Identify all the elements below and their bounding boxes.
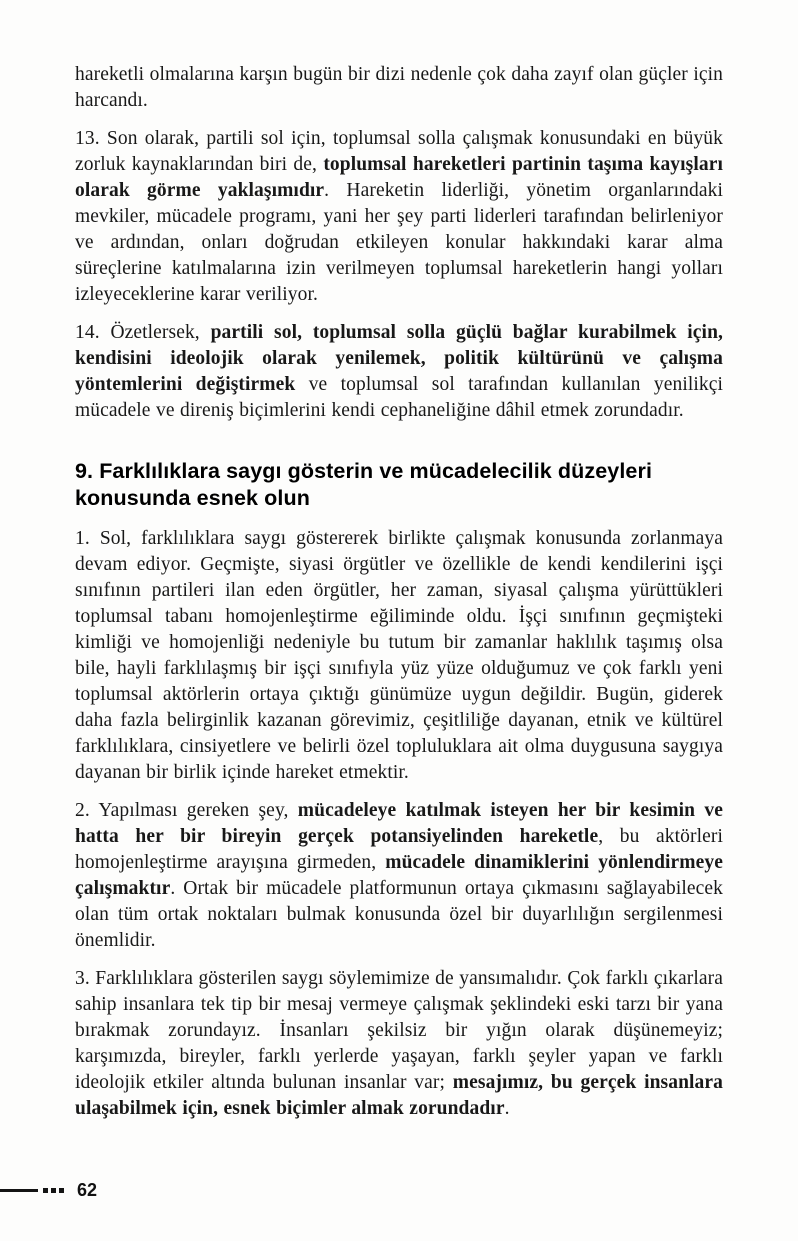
paragraph: 13. Son olarak, partili sol için, toplumsal solla çalışmak konusundaki en büyük zorluk kaynaklarından biri de, toplumsal hareketleri partinin taşıma kayışları olarak görme yaklaşımıdır. Hareketin liderliği, yönetim organlarındaki mevkiler, mücadele programı, yani her şey parti liderleri tarafından belirleniyor ve ardından, onları doğrudan etkileyen konular hakkındaki karar alma süreçlerine katılmalarına izin verilmeyen toplumsal hareketlerin hangi yolları izleyeceklerine karar veriliyor. (75, 128, 723, 305)
paragraph: 14. Özetlersek, partili sol, toplumsal solla güçlü bağlar kurabilmek için, kendisini ideolojik olarak yenilemek, politik kültürünü ve çalışma yöntemlerini değiştirmek ve toplumsal sol tarafından kullanılan yenilikçi mücadele ve direniş biçimlerini kendi cephaneliğine dâhil etmek zorundadır. (75, 322, 723, 421)
paragraph: 1. Sol, farklılıklara saygı göstererek birlikte çalışmak konusunda zorlanmaya devam ediyor. Geçmişte, siyasi örgütler ve özellikle de kendi kendilerini işçi sınıfının partileri ilan eden örgütler, her zaman, siyasal çalışma yürüttükleri toplumsal tabanı homojenleştirme eğiliminde oldu. İşçi sınıfının geçmişteki kimliği ve homojenliği nedeniyle bu tutum bir zamanlar haklılık taşımış olsa bile, hayli farklılaşmış bir işçi sınıfıyla yüz yüze olduğumuz ve çok farklı yeni toplumsal aktörlerin ortaya çıktığı günümüze uygun değildir. Bugün, giderek daha fazla belirginlik kazanan görevimiz, çeşitliliğe dayanan, etnik ve kültürel farklılıklara, cinsiyetlere ve belirli özel topluluklara ait olma duygusuna saygıya dayanan bir birlik içinde hareket etmektir. (75, 528, 723, 783)
paragraph: hareketli olmalarına karşın bugün bir dizi nedenle çok daha zayıf olan güçler için harcandı. (75, 64, 723, 111)
footer-square-icon (43, 1188, 48, 1193)
text-block (75, 62, 723, 1134)
footer-rule (0, 1189, 38, 1192)
footer-squares-icon (43, 1188, 64, 1193)
footer-square-icon (51, 1188, 56, 1193)
paragraph: 2. Yapılması gereken şey, mücadeleye katılmak isteyen her bir kesimin ve hatta her bir bireyin gerçek potansiyelinden hareketle, bu aktörleri homojenleştirme arayışına girmeden, mücadele dinamiklerini yönlendirmeye çalışmaktır. Ortak bir mücadele platformunun ortaya çıkmasını sağlayabilecek olan tüm ortak noktaları bulmak konusunda özel bir duyarlılığın sergilenmesi önemlidir. (75, 800, 723, 951)
page-number: 62 (77, 1179, 98, 1200)
page-footer (0, 1180, 97, 1200)
footer-square-icon (59, 1188, 64, 1193)
section-heading: 9. Farklılıklara saygı gösterin ve mücadelecilik düzeyleri konusunda esnek olun (75, 459, 653, 510)
paragraph: 3. Farklılıklara gösterilen saygı söylemimize de yansımalıdır. Çok farklı çıkarlara sahip insanlara tek tip bir mesaj vermeye çalışmak şeklindeki eski tarzı bir yana bırakmak zorundayız. İnsanları şekilsiz bir yığın olarak düşünemeyiz; karşımızda, bireyler, farklı yerlerde yaşayan, farklı şeyler yapan ve farklı ideolojik etkiler altında bulunan insanlar var; mesajımız, bu gerçek insanlara ulaşabilmek için, esnek biçimler almak zorundadır. (75, 968, 723, 1119)
